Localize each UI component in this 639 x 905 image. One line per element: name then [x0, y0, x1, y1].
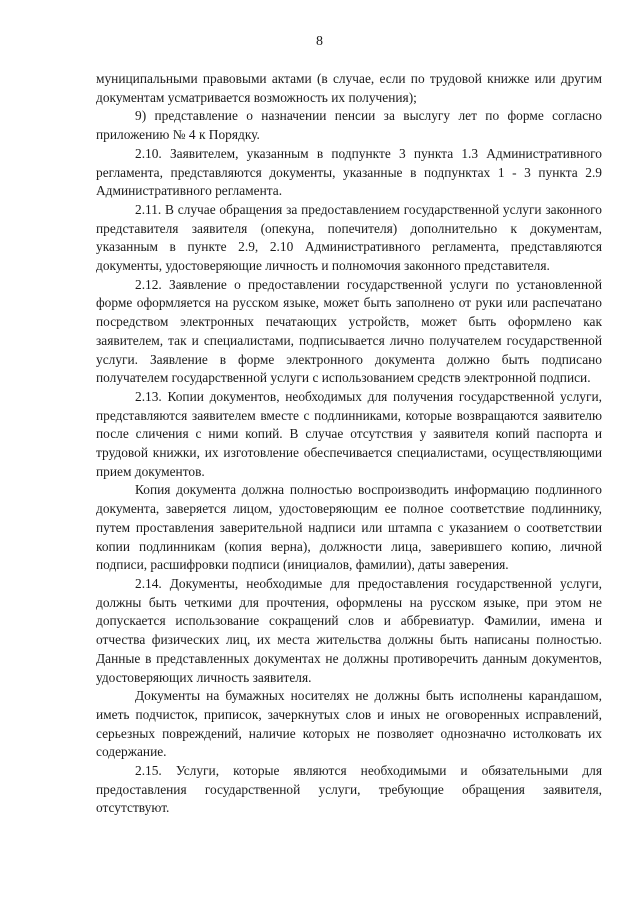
paragraph-2-13: 2.13. Копии документов, необходимых для получения государственной услуги, представляются заявителем вместе с подлинниками, которые возвращаются заявителю после сличения с ними копий. В случае отсутствия у заявителя копий паспорта и трудовой книжки, их изготовление обеспечивается специалистами, осуществляющими прием документов.	[96, 388, 602, 479]
paragraph-item-9: 9) представление о назначении пенсии за выслугу лет по форме согласно приложению № 4 к Порядку.	[96, 108, 602, 143]
paragraph-2-10: 2.10. Заявителем, указанным в подпункте 3 пункта 1.3 Административного регламента, представляются документы, указанные в подпунктах 1 - 3 пункта 2.9 Административного регламента.	[96, 145, 602, 199]
paragraph-copy-requirements: Копия документа должна полностью воспроизводить информацию подлинного документа, заверяется лицом, удостоверяющим ее полное соответствие подлиннику, путем проставления заверительной надписи или штампа с указанием о соответствии копии подлинникам (копия верна), должности лица, заверившего копию, личной подписи, расшифровки подписи (инициалов, фамилии), даты заверения.	[96, 482, 602, 573]
page-number: 8	[316, 34, 323, 49]
document-body	[96, 70, 602, 818]
paragraph-2-11: 2.11. В случае обращения за предоставлением государственной услуги законного представителя заявителя (опекуна, попечителя) дополнительно к документам, указанным в пункте 2.9, 2.10 Административного регламента, представляются документы, удостоверяющие личность и полномочия законного представителя.	[96, 201, 602, 274]
paragraph-paper-documents: Документы на бумажных носителях не должны быть исполнены карандашом, иметь подчисток, приписок, зачеркнутых слов и иных не оговоренных исправлений, серьезных повреждений, наличие которых не позволяет однозначно истолковать их содержание.	[96, 688, 602, 760]
paragraph-2-12: 2.12. Заявление о предоставлении государственной услуги по установленной форме оформляется на русском языке, может быть заполнено от руки или распечатано посредством электронных печатающих устройств, может быть оформлено как заявителем, так и специалистами, подписывается лично получателем государственной услуги. Заявление в форме электронного документа должно быть подписано получателем государственной услуги с использованием средств электронной подписи.	[96, 276, 602, 386]
paragraph-2-15: 2.15. Услуги, которые являются необходимыми и обязательными для предоставления государственной услуги, требующие обращения заявителя, отсутствуют.	[96, 763, 602, 816]
paragraph-continuation: муниципальными правовыми актами (в случае, если по трудовой книжке или другим документам усматривается возможность их получения);	[96, 71, 602, 105]
paragraph-2-14: 2.14. Документы, необходимые для предоставления государственной услуги, должны быть четкими для прочтения, оформлены на русском языке, при этом не допускается использование сокращений слов и аббревиатур. Фамилии, имена и отчества физических лиц, их места жительства должны быть написаны полностью. Данные в представленных документах не должны противоречить данным документов, удостоверяющих личность заявителя.	[96, 575, 602, 685]
